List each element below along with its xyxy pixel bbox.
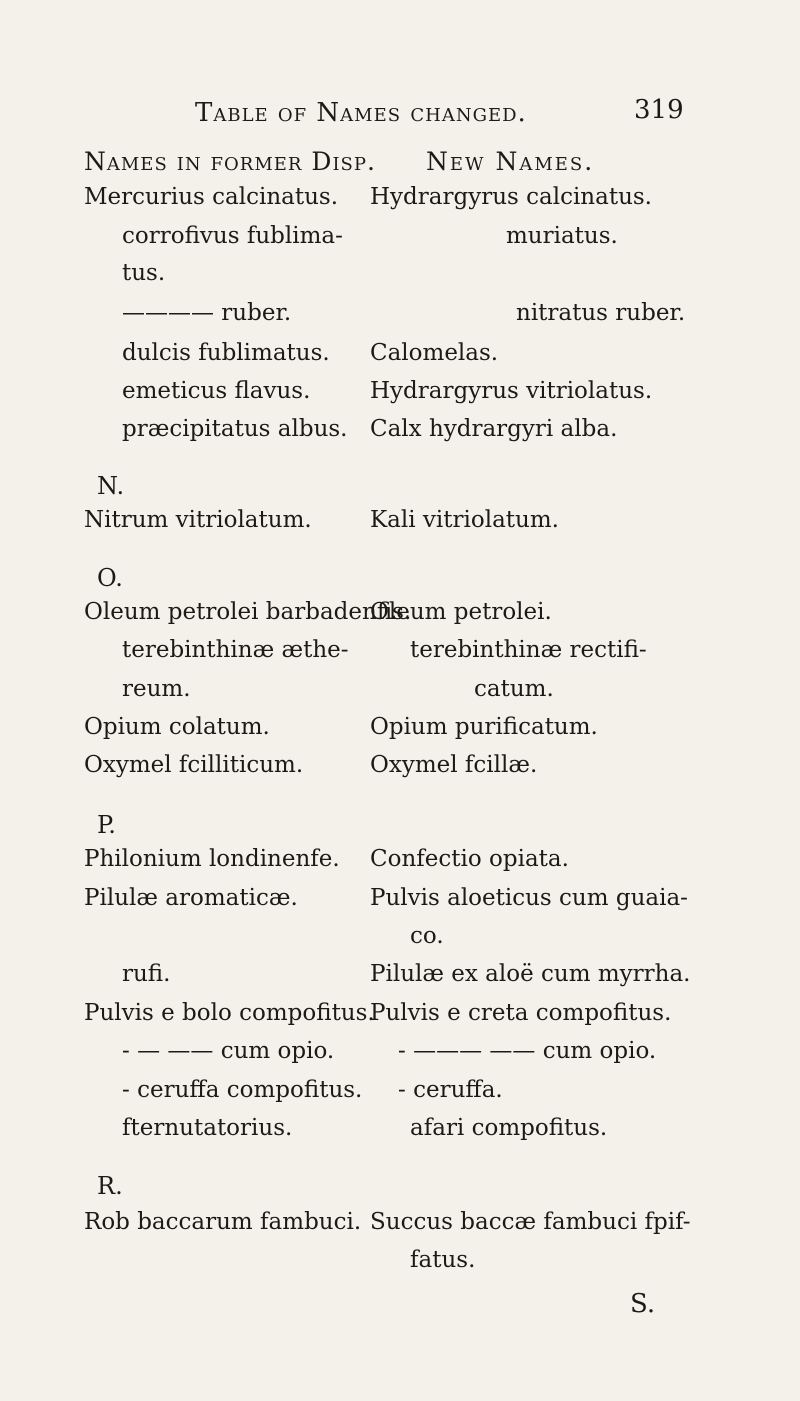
entry-former: Opium colatum. xyxy=(84,714,270,740)
entry-new: catum. xyxy=(474,676,554,702)
entry-former: corrofivus fublima- xyxy=(122,223,343,249)
entry-former: Pilulæ aromaticæ. xyxy=(84,885,298,911)
entry-new: muriatus. xyxy=(506,223,618,249)
entry-new: terebinthinæ rectifi- xyxy=(410,637,647,663)
entry-former: Nitrum vitriolatum. xyxy=(84,507,312,533)
entry-former: Oxymel fcilliticum. xyxy=(84,752,304,778)
entry-new: Oxymel fcillæ. xyxy=(370,752,538,778)
entry-new: nitratus ruber. xyxy=(516,300,686,326)
entry-former: Oleum petrolei barbadenfis. xyxy=(84,599,412,625)
entry-new: Calomelas. xyxy=(370,340,499,366)
entry-new: Opium purificatum. xyxy=(370,714,598,740)
entry-new: Oleum petrolei. xyxy=(370,599,552,625)
entry-former: terebinthinæ æthe- xyxy=(122,637,349,663)
entry-former: fternutatorius. xyxy=(122,1115,293,1141)
entry-former: - ceruffa compofitus. xyxy=(122,1077,363,1103)
catchword: S. xyxy=(630,1289,656,1319)
entry-new: Kali vitriolatum. xyxy=(370,507,559,533)
entry-former: Mercurius calcinatus. xyxy=(84,184,339,210)
entry-former: reum. xyxy=(122,676,191,702)
section-letter-p: P. xyxy=(97,811,116,839)
entry-new: - ceruffa. xyxy=(398,1077,503,1103)
entry-new: Hydrargyrus calcinatus. xyxy=(370,184,652,210)
entry-new: co. xyxy=(410,923,444,949)
entry-former: Rob baccarum fambuci. xyxy=(84,1209,362,1235)
entry-new: - ——— —— cum opio. xyxy=(398,1038,657,1064)
entry-former: rufi. xyxy=(122,961,171,987)
new-names-heading: New Names. xyxy=(426,147,595,176)
entry-former: ———— ruber. xyxy=(122,300,292,326)
page-number: 319 xyxy=(634,95,684,125)
entry-former: - — —— cum opio. xyxy=(122,1038,335,1064)
entry-new: Pulvis aloeticus cum guaia- xyxy=(370,885,688,911)
entry-new: Succus baccæ fambuci fpif- xyxy=(370,1209,691,1235)
section-letter-r: R. xyxy=(97,1172,123,1200)
entry-former: dulcis fublimatus. xyxy=(122,340,330,366)
former-names-heading: Names in former Disp. xyxy=(84,147,376,176)
entry-new: Pulvis e creta compofitus. xyxy=(370,1000,672,1026)
entry-former: præcipitatus albus. xyxy=(122,416,348,442)
entry-new: Hydrargyrus vitriolatus. xyxy=(370,378,653,404)
running-title: Table of Names changed. xyxy=(195,98,527,128)
entry-new: Pilulæ ex aloë cum myrrha. xyxy=(370,961,691,987)
entry-new: fatus. xyxy=(410,1247,476,1273)
entry-new: Confectio opiata. xyxy=(370,846,569,872)
entry-former: tus. xyxy=(122,260,166,286)
entry-former: emeticus flavus. xyxy=(122,378,311,404)
section-letter-o: O. xyxy=(97,564,123,592)
entry-former: Pulvis e bolo compofitus. xyxy=(84,1000,375,1026)
entry-new: afari compofitus. xyxy=(410,1115,608,1141)
entry-new: Calx hydrargyri alba. xyxy=(370,416,618,442)
section-letter-n: N. xyxy=(97,472,125,500)
entry-former: Philonium londinenfe. xyxy=(84,846,340,872)
